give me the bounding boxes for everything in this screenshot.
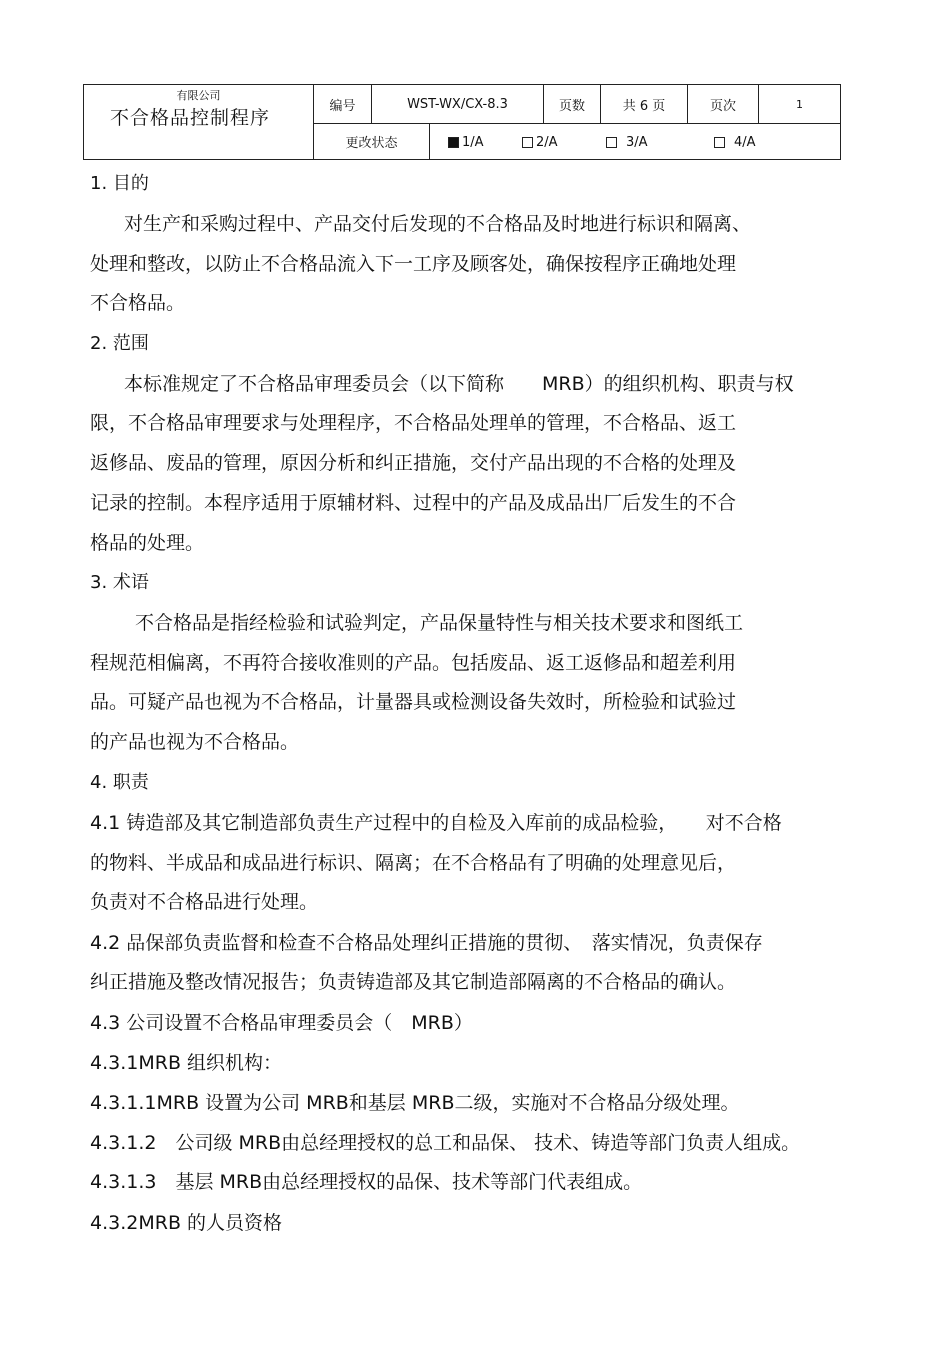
paragraph-line: 对生产和采购过程中、产品交付后发现的不合格品及时地进行标识和隔离、 — [124, 213, 752, 235]
checkbox-unchecked-icon — [714, 137, 725, 148]
paragraph-line: 处理和整改，以防止不合格品流入下一工序及顾客处，确保按程序正确地处理 — [90, 253, 737, 275]
paragraph-line: 4.3.1.1MRB 设置为公司 MRB和基层 MRB二级，实施对不合格品分级处理。 — [90, 1092, 740, 1114]
paragraph-line: 程规范相偏离，不再符合接收准则的产品。包括废品、返工返修品和超差利用 — [90, 652, 737, 674]
paragraph-line: 4.3 公司设置不合格品审理委员会（ MRB） — [90, 1012, 473, 1034]
checkbox-unchecked-icon — [606, 137, 617, 148]
company-name: 有限公司 — [176, 89, 221, 102]
paragraph-line: 的产品也视为不合格品。 — [90, 731, 300, 753]
status-option-3: 3/A — [606, 123, 648, 161]
paragraph-line: 4.3.1.2 公司级 MRB由总经理授权的总工和品保、 技术、铸造等部门负责人组成。 — [90, 1132, 801, 1154]
paragraph-line: 不合格品是指经检验和试验判定，产品保量特性与相关技术要求和图纸工 — [135, 612, 744, 634]
revision-value: 1 — [758, 85, 840, 123]
code-value: WST-WX/CX-8.3 — [371, 85, 543, 123]
document-title: 不合格品控制程序 — [109, 107, 270, 129]
checkbox-checked-icon — [448, 137, 459, 148]
paragraph-line: 4.1 铸造部及其它制造部负责生产过程中的自检及入库前的成品检验， 对不合格 — [90, 812, 782, 834]
paragraph-line: 记录的控制。本程序适用于原辅材料、过程中的产品及成品出厂后发生的不合 — [90, 492, 737, 514]
pages-value: 共 6 页 — [600, 85, 687, 123]
status-option-1: 1/A — [448, 123, 484, 161]
change-status-label: 更改状态 — [313, 123, 429, 159]
paragraph-line: 本标准规定了不合格品审理委员会（以下简称 MRB）的组织机构、职责与权 — [124, 373, 794, 395]
document-header-table — [83, 84, 841, 160]
paragraph-line: 纠正措施及整改情况报告；负责铸造部及其它制造部隔离的不合格品的确认。 — [90, 971, 737, 993]
section-heading-scope: 2. 范围 — [90, 333, 149, 354]
section-heading-purpose: 1. 目的 — [90, 173, 149, 194]
code-label: 编号 — [313, 85, 371, 123]
revision-label: 页次 — [687, 85, 758, 123]
section-heading-responsibilities: 4. 职责 — [90, 772, 149, 793]
paragraph-line: 返修品、废品的管理，原因分析和纠正措施，交付产品出现的不合格的处理及 — [90, 452, 737, 474]
paragraph-line: 限，不合格品审理要求与处理程序，不合格品处理单的管理，不合格品、返工 — [90, 412, 737, 434]
paragraph-line: 4.2 品保部负责监督和检查不合格品处理纠正措施的贯彻、 落实情况，负责保存 — [90, 932, 763, 954]
status-option-4: 4/A — [714, 123, 756, 161]
section-heading-terms: 3. 术语 — [90, 572, 149, 593]
paragraph-line: 格品的处理。 — [90, 532, 205, 554]
paragraph-line: 品。可疑产品也视为不合格品，计量器具或检测设备失效时，所检验和试验过 — [90, 691, 737, 713]
paragraph-line: 负责对不合格品进行处理。 — [90, 891, 319, 913]
paragraph-line: 4.3.1.3 基层 MRB由总经理授权的品保、技术等部门代表组成。 — [90, 1171, 643, 1193]
checkbox-unchecked-icon — [522, 137, 533, 148]
paragraph-line: 4.3.1MRB 组织机构： — [90, 1052, 283, 1074]
status-option-2: 2/A — [522, 123, 558, 161]
paragraph-line: 的物料、半成品和成品进行标识、隔离；在不合格品有了明确的处理意见后， — [90, 852, 737, 874]
paragraph-line: 4.3.2MRB 的人员资格 — [90, 1212, 283, 1234]
pages-label: 页数 — [543, 85, 600, 123]
paragraph-line: 不合格品。 — [90, 292, 186, 314]
